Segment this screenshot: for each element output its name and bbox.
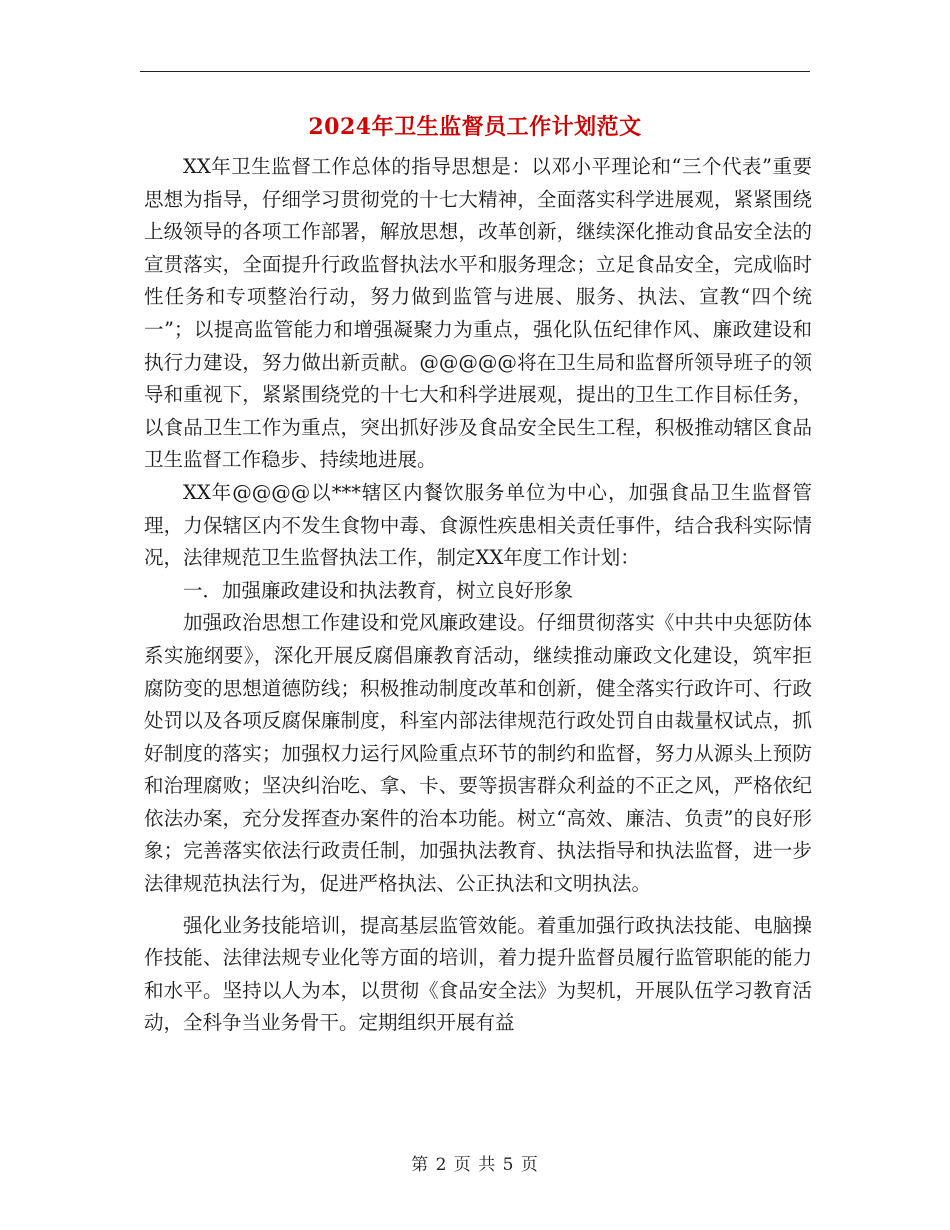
section-heading-1: 一．加强廉政建设和执法教育，树立良好形象: [183, 578, 574, 602]
document-title: 2024年卫生监督员工作计划范文: [308, 114, 642, 140]
paragraph-skills-training: 强化业务技能培训，提高基层监管效能。着重加强行政执法技能、电脑操作技能、法律法规专业化等方面的培训，着力提升监督员履行监管职能的能力和水平。坚持以人为本，以贯彻《食品安全法》为契机，开展队伍学习教育活动，全科争当业务骨干。定期组织开展有益: [144, 913, 812, 1035]
paragraph-guiding-ideology: XX年卫生监督工作总体的指导思想是：以邓小平理论和“三个代表”重要思想为指导，仔细学习贯彻党的十七大精神，全面落实科学进展观，紧紧围绕上级领导的各项工作部署，解放思想，改革创新，继续深化推动食品安全法的宣贯落实，全面提升行政监督执法水平和服务理念；立足食品安全，完成临时性任务和专项整治行动，努力做到监管与进展、服务、执法、宣教“四个统一”；以提高监管能力和增强凝聚力为重点，强化队伍纪律作风、廉政建设和执行力建设，努力做出新贡献。@@@@@将在卫生局和监督所领导班子的领导和重视下，紧紧围绕党的十七大和科学进展观，提出的卫生工作目标任务，以食品卫生工作为重点，突出抓好涉及食品安全民生工程，积极推动辖区食品卫生监督工作稳步、持续地进展。: [144, 155, 812, 472]
header-rule: [140, 71, 810, 72]
paragraph-annual-plan-intro: XX年@@@@以***辖区内餐饮服务单位为中心，加强食品卫生监督管理，力保辖区内不发生食物中毒、食源性疾患相关责任事件，结合我科实际情况，法律规范卫生监督执法工作，制定XX年度工作计划：: [144, 480, 812, 570]
paragraph-integrity-building: 加强政治思想工作建设和党风廉政建设。仔细贯彻落实《中共中央惩防体系实施纲要》，深化开展反腐倡廉教育活动，继续推动廉政文化建设，筑牢拒腐防变的思想道德防线；积极推动制度改革和创新，健全落实行政许可、行政处罚以及各项反腐保廉制度，科室内部法律规范行政处罚自由裁量权试点，抓好制度的落实；加强权力运行风险重点环节的制约和监督，努力从源头上预防和治理腐败；坚决纠治吃、拿、卡、要等损害群众利益的不正之风，严格依纪依法办案，充分发挥查办案件的治本功能。树立“高效、廉洁、负责”的良好形象；完善落实依法行政责任制，加强执法教育、执法指导和执法监督，进一步法律规范执法行为，促进严格执法、公正执法和文明执法。: [144, 611, 812, 896]
page-footer: 第 2 页 共 5 页: [411, 1155, 539, 1175]
document-body: [144, 151, 812, 1040]
